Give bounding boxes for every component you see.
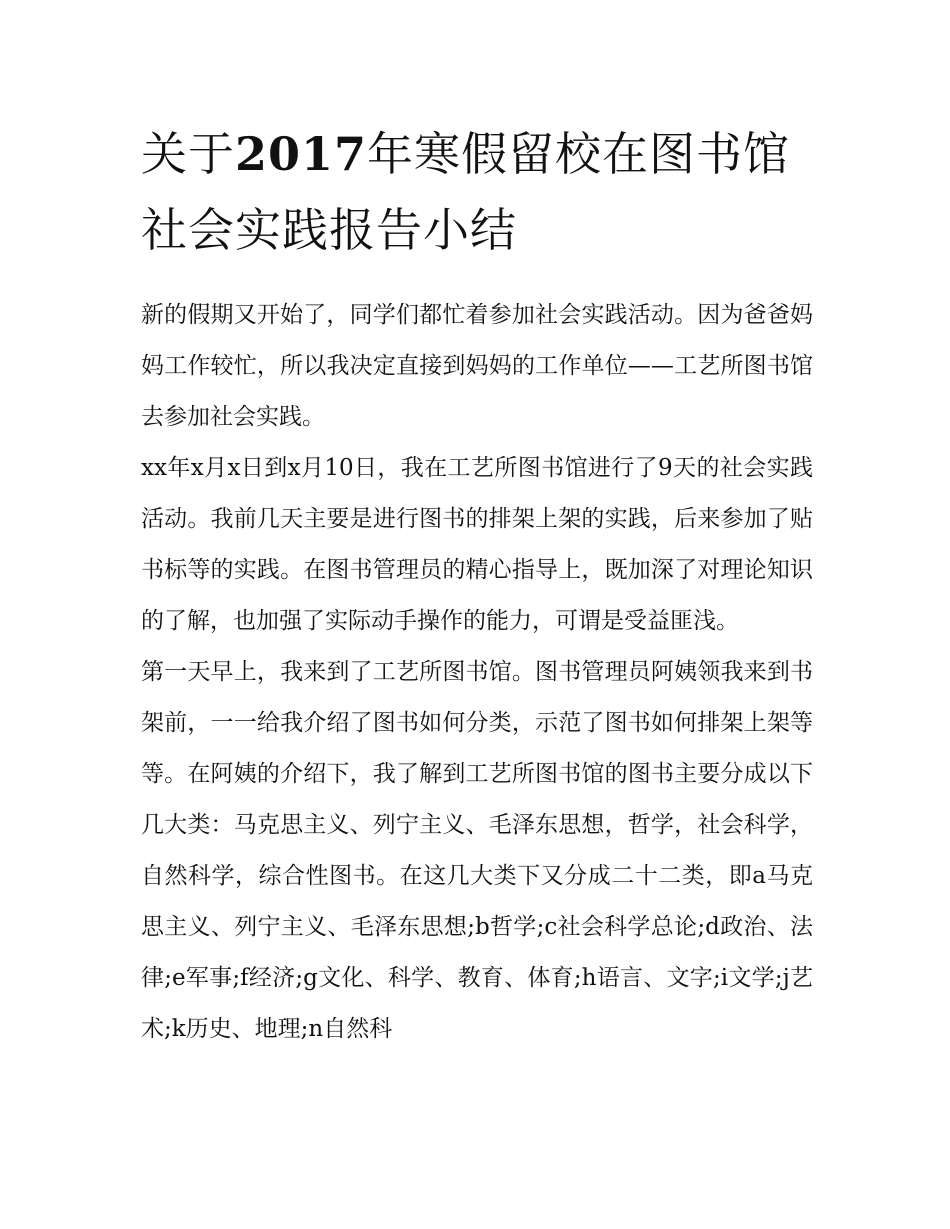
paragraph-intro: 新的假期又开始了，同学们都忙着参加社会实践活动。因为爸爸妈妈工作较忙，所以我决定直接到妈妈的工作单位——工艺所图书馆去参加社会实践。: [141, 302, 813, 430]
title-year: 2017: [235, 127, 368, 181]
document-title: [141, 116, 813, 268]
document-body: [141, 116, 813, 1055]
title-suffix: 年寒假留校在图书馆社会实践报告小结: [141, 127, 791, 257]
paragraph-practice-summary: xx年x月x日到x月10日，我在工艺所图书馆进行了9天的社会实践活动。我前几天主要是进行图书的排架上架的实践，后来参加了贴书标等的实践。在图书管理员的精心指导上，既加深了对理论知识的了解，也加强了实际动手操作的能力，可谓是受益匪浅。: [141, 455, 813, 634]
paragraph-first-day: 第一天早上，我来到了工艺所图书馆。图书管理员阿姨领我来到书架前，一一给我介绍了图书如何分类，示范了图书如何排架上架等等。在阿姨的介绍下，我了解到工艺所图书馆的图书主要分成以下几大类：马克思主义、列宁主义、毛泽东思想，哲学，社会科学，自然科学，综合性图书。在这几大类下又分成二十二类，即a马克思主义、列宁主义、毛泽东思想;b哲学;c社会科学总论;d政治、法律;e军事;f经济;g文化、科学、教育、体育;h语言、文字;i文学;j艺术;k历史、地理;n自然科: [141, 659, 813, 1042]
title-prefix: 关于: [141, 127, 235, 181]
